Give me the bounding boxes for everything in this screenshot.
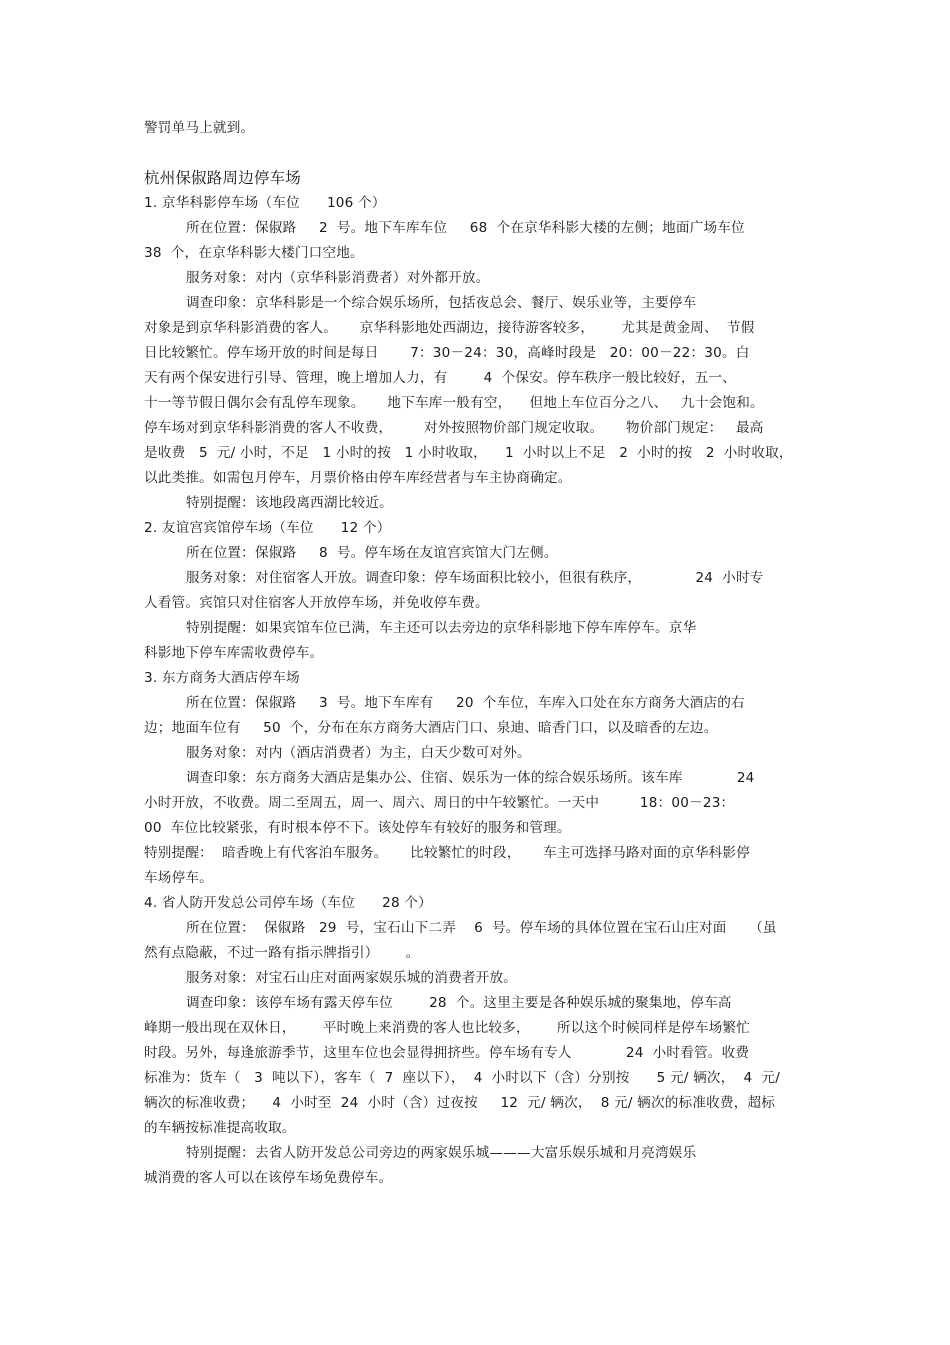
text-line: 特别提醒： 暗香晚上有代客泊车服务。 比较繁忙的时段， 车主可选择马路对面的京华科影停 [144,845,750,861]
text-line: 天有两个保安进行引导、管理，晚上增加人力，有 4 个保安。停车秩序一般比较好，五一、 [144,370,737,386]
text-line: 服务对象：对内（酒店消费者）为主，白天少数可对外。 [186,745,531,761]
text-line: 日比较繁忙。停车场开放的时间是每日 7：30－24：30，高峰时段是 20：00－22：30。白 [144,345,750,361]
text-line: 标准为：货车（ 3 吨以下），客车（ 7 座以下）， 4 小时以下（含）分别按 5 元/ 辆次， 4 元/ [144,1070,781,1086]
text-line: 科影地下停车库需收费停车。 [144,645,324,661]
text-line: 特别提醒：该地段离西湖比较近。 [186,495,393,511]
text-line: 3. 东方商务大酒店停车场 [144,670,300,686]
text-line: 十一等节假日偶尔会有乱停车现象。 地下车库一般有空， 但地上车位百分之八、 九十会饱和。 [144,395,764,411]
text-line: 然有点隐蔽，不过一路有指示牌指引） 。 [144,945,420,961]
text-line: 所在位置：保俶路 8 号。停车场在友谊宫宾馆大门左侧。 [186,545,558,561]
text-line: 是收费 5 元/ 小时，不足 1 小时的按 1 小时收取， 1 小时以上不足 2 小时的按 2 小时收取， [144,445,793,461]
text-line: 00 车位比较紧张，有时根本停不下。该处停车有较好的服务和管理。 [144,820,571,836]
text-line: 服务对象：对内（京华科影消费者）对外都开放。 [186,270,490,286]
text-line: 所在位置： 保俶路 29 号，宝石山下二弄 6 号。停车场的具体位置在宝石山庄对面 （虽 [186,920,777,936]
text-line: 1. 京华科影停车场（车位 106 个） [144,195,386,211]
text-line: 对象是到京华科影消费的客人。 京华科影地处西湖边，接待游客较多， 尤其是黄金周、 节假 [144,320,755,336]
text-line: 人看管。宾馆只对住宿客人开放停车场，并免收停车费。 [144,595,489,611]
text-line: 调查印象：京华科影是一个综合娱乐场所，包括夜总会、餐厅、娱乐业等，主要停车 [186,295,697,311]
text-line: 停车场对到京华科影消费的客人不收费， 对外按照物价部门规定收取。 物价部门规定： 最高 [144,420,764,436]
text-line: 以此类推。如需包月停车，月票价格由停车库经营者与车主协商确定。 [144,470,572,486]
text-line: 调查印象：该停车场有露天停车位 28 个。这里主要是各种娱乐城的聚集地，停车高 [186,995,732,1011]
intro-tail: 警罚单马上就到。 [144,120,255,136]
text-line: 调查印象：东方商务大酒店是集办公、住宿、娱乐为一体的综合娱乐场所。该车库 24 [186,770,755,786]
text-line: 4. 省人防开发总公司停车场（车位 28 个） [144,895,432,911]
text-line: 辆次的标准收费； 4 小时至 24 小时（含）过夜按 12 元/ 辆次， 8 元/ 辆次的标准收费，超标 [144,1095,776,1111]
text-line: 38 个，在京华科影大楼门口空地。 [144,245,364,261]
text-line: 特别提醒：如果宾馆车位已满，车主还可以去旁边的京华科影地下停车库停车。京华 [186,620,697,636]
text-line: 城消费的客人可以在该停车场免费停车。 [144,1170,393,1186]
text-line: 特别提醒：去省人防开发总公司旁边的两家娱乐城———大富乐娱乐城和月亮湾娱乐 [186,1145,697,1161]
section-heading: 杭州保俶路周边停车场 [144,169,302,187]
text-line: 小时开放，不收费。周二至周五，周一、周六、周日的中午较繁忙。一天中 18：00－23： [144,795,735,811]
text-line: 服务对象：对住宿客人开放。调查印象：停车场面积比较小，但很有秩序， 24 小时专 [186,570,764,586]
text-line: 时段。另外，每逢旅游季节，这里车位也会显得拥挤些。停车场有专人 24 小时看管。收费 [144,1045,750,1061]
text-line: 的车辆按标准提高收取。 [144,1120,296,1136]
text-line: 边；地面车位有 50 个，分布在东方商务大酒店门口、泉迪、暗香门口，以及暗香的左边。 [144,720,718,736]
text-line: 服务对象：对宝石山庄对面两家娱乐城的消费者开放。 [186,970,518,986]
text-line: 所在位置：保俶路 2 号。地下车库车位 68 个在京华科影大楼的左侧；地面广场车位 [186,220,745,236]
text-line: 所在位置：保俶路 3 号。地下车库有 20 个车位，车库入口处在东方商务大酒店的右 [186,695,745,711]
text-line: 2. 友谊宫宾馆停车场（车位 12 个） [144,520,391,536]
text-line: 车场停车。 [144,870,213,886]
text-line: 峰期一般出现在双休日， 平时晚上来消费的客人也比较多， 所以这个时候同样是停车场繁忙 [144,1020,750,1036]
